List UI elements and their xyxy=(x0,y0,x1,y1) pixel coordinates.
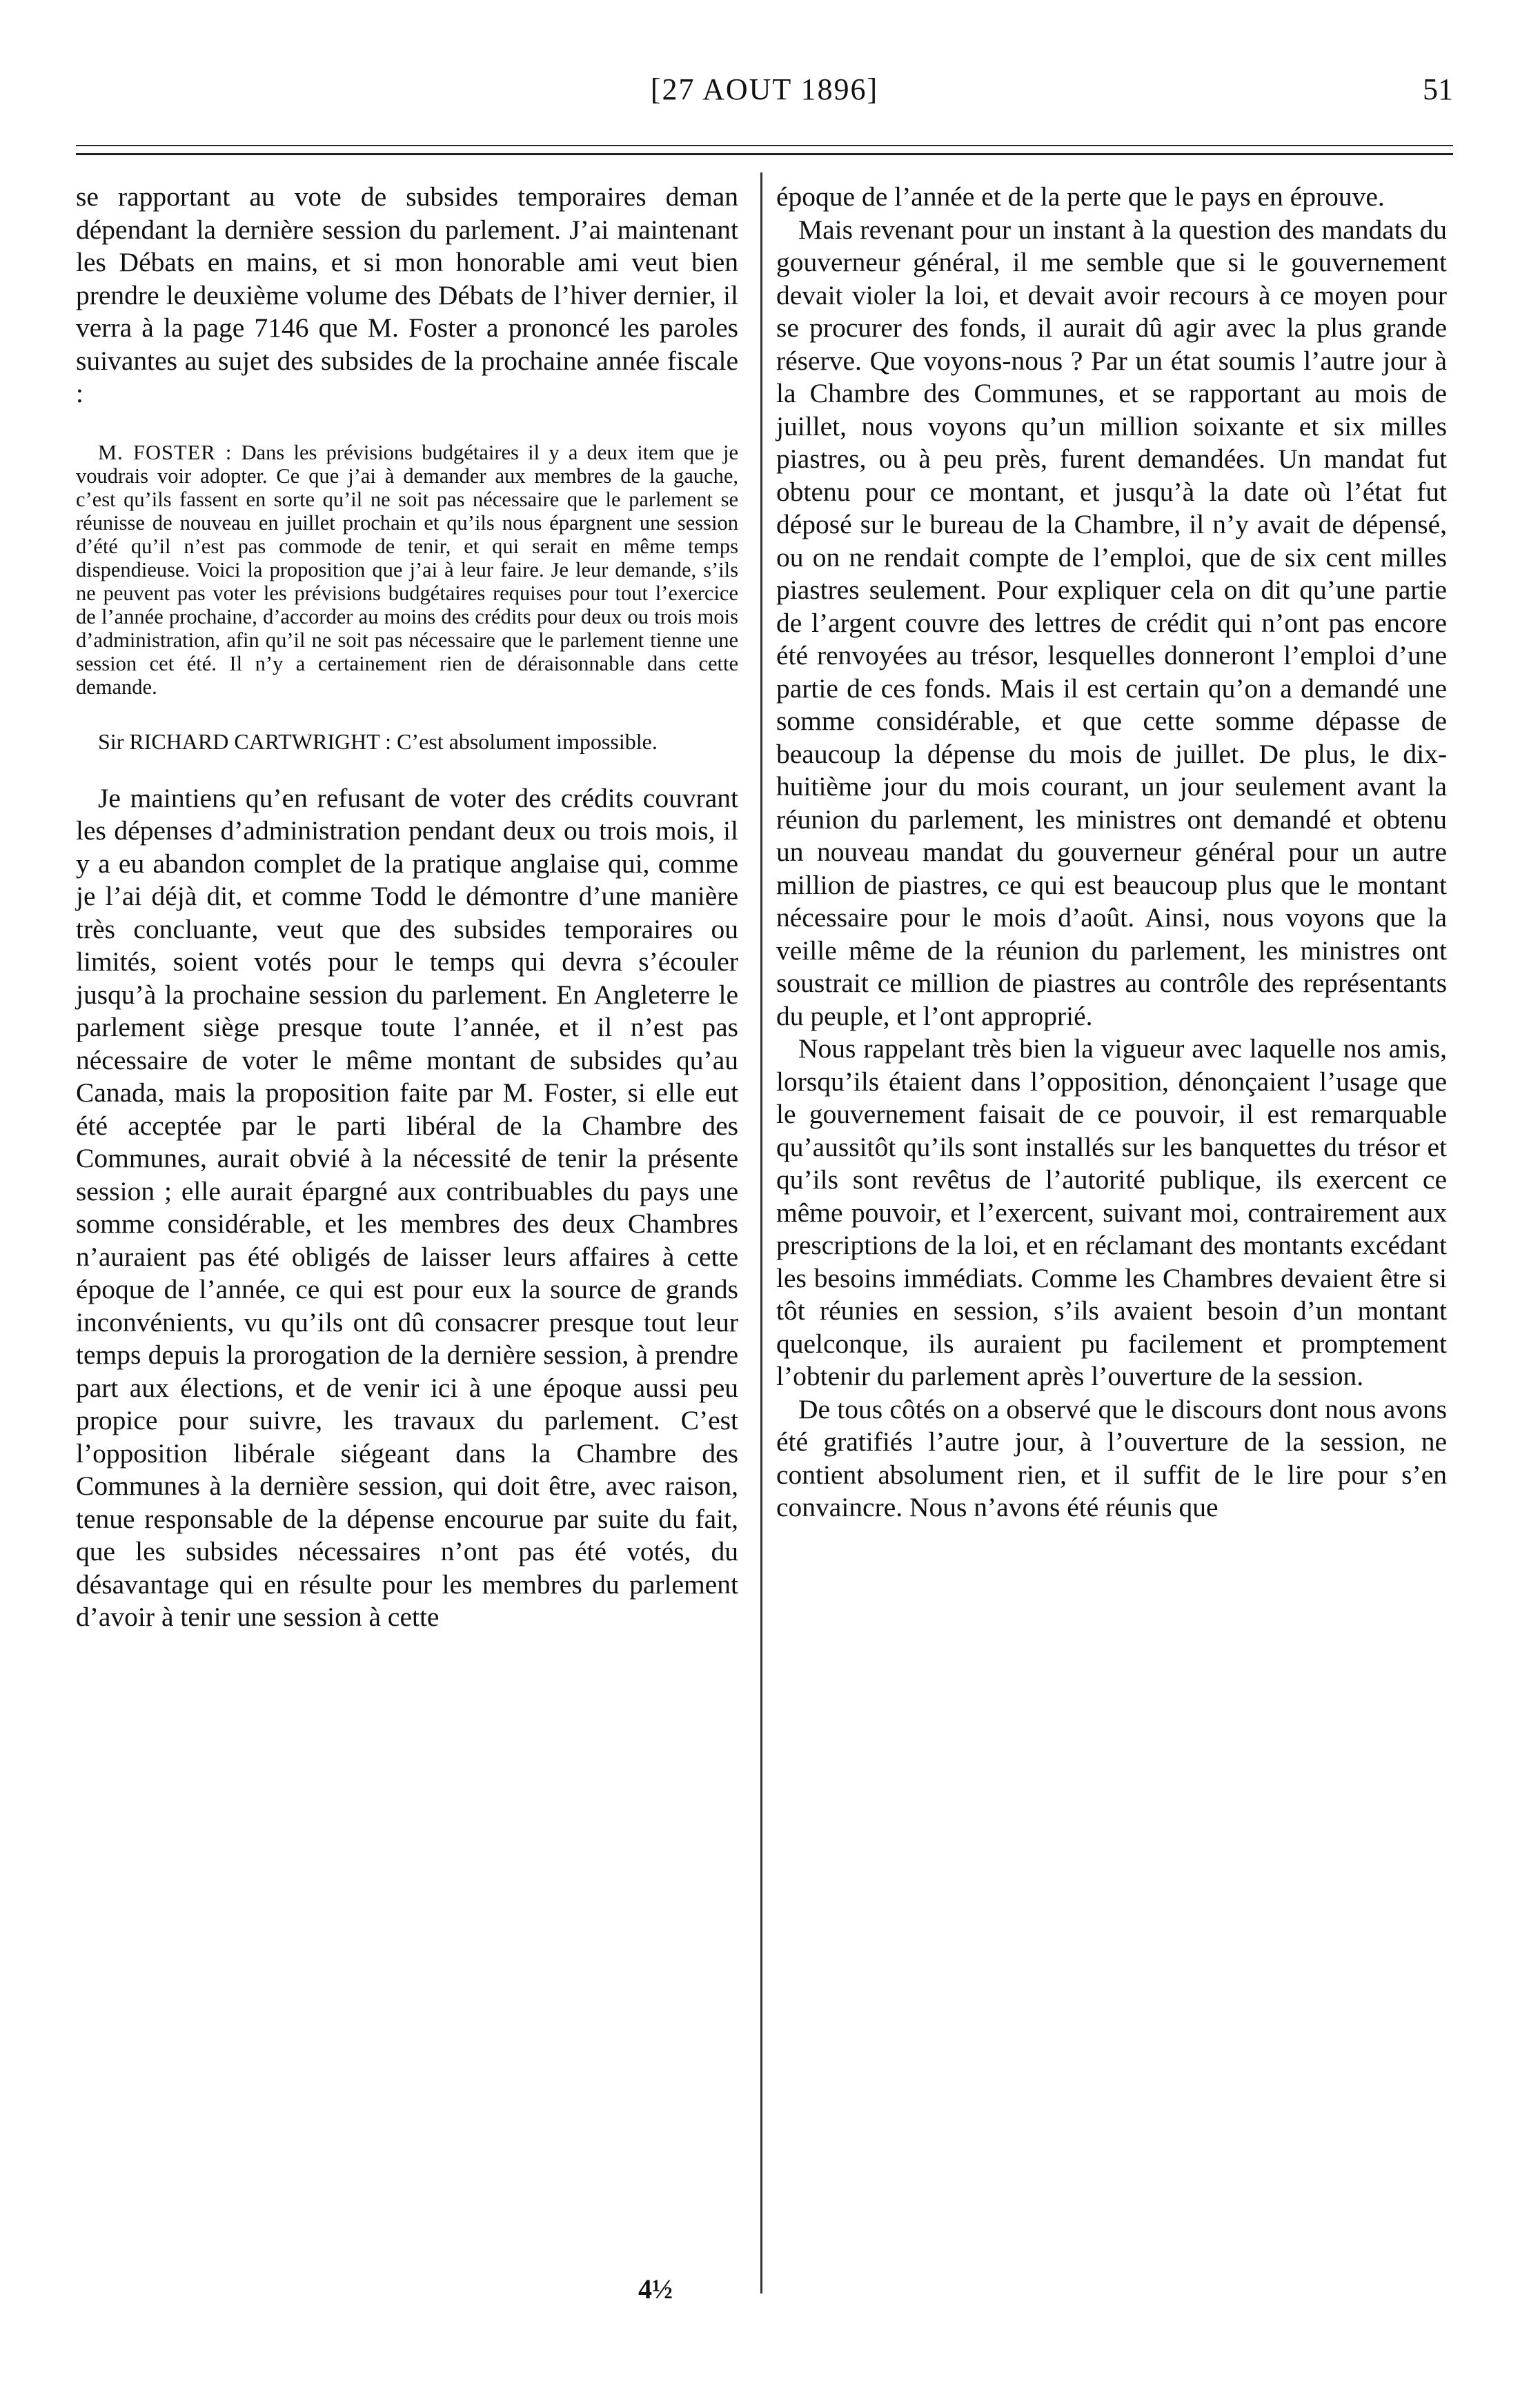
quote-text: Dans les prévisions budgétaires il y a deux item que je voudrais voir adopter. Ce que j’ai à demander aux membres de la gauche, c’est qu’ils fassent en sorte qu’il ne soit pas nécessaire que le parlement se réunisse de nouveau en juillet prochain et qu’ils nous épargnent une session d’été qu’il n’est pas commode de tenir, et qui serait en même temps dispendieuse. Voici la proposition que j’ai à leur faire. Je leur demande, s’ils ne peuvent pas voter les prévisions budgétaires requises pour tout l’exercice de l’année prochaine, d’accorder au moins des crédits pour deux ou trois mois d’administration, afin qu’il ne soit pas nécessaire que le parlement tienne une session cet été. Il n’y a certainement rien de déraisonnable dans cette demande. xyxy=(76,440,739,699)
quote-speaker: M. FOSTER : xyxy=(98,440,233,464)
sir-text: C’est absolument impossible. xyxy=(397,728,658,754)
header-rule-thick xyxy=(76,153,1453,155)
left-paragraph-1: se rapportant au vote de subsides temporaires deman dépendant la dernière session du parlement. J’ai maintenant les Débats en mains, et si mon honorable ami veut bien prendre le deuxième volume des Débats de l’hiver dernier, il verra à la page 7146 que M. Foster a prononcé les paroles suivantes au sujet des subsides de la prochaine année fiscale : xyxy=(76,181,738,408)
page-header xyxy=(76,66,1453,115)
right-paragraph-3: Nous rappelant très bien la vigueur avec laquelle nos amis, lorsqu’ils étaient dans l’opposition, dénonçaient l’usage que le gouvernement faisait de ce pouvoir, il est remarquable qu’aussitôt qu’ils sont installés sur les banquettes du trésor et qu’ils sont revêtus de l’autorité publique, ils exercent ce même pouvoir, et l’exercent, suivant moi, contrairement aux prescriptions de la loi, et en réclamant des montants excédant les besoins immédiats. Comme les Chambres devaient être si tôt réunies en session, s’ils avaient besoin d’un montant quelconque, ils auraient pu facilement et promptement l’obtenir du parlement après l’ouverture de la session. xyxy=(776,1033,1447,1391)
foster-quote xyxy=(76,441,738,699)
right-paragraph-2: Mais revenant pour un instant à la question des mandats du gouverneur général, il me semble que si le gouvernement devait violer la loi, et devait avoir recours à ce moyen pour se procurer des fonds, il aurait dû agir avec la plus grande réserve. Que voyons-nous ? Par un état soumis l’autre jour à la Chambre des Communes, et se rapportant au mois de juillet, nous voyons qu’un million soixante et six milles piastres, ou à peu près, furent demandées. Un mandat fut obtenu pour ce montant, et jusqu’à la date où l’état fut déposé sur le bureau de la Chambre, il n’y avait de dépensé, ou on ne rendait compte de l’emploi, que de six cent milles piastres seulement. Pour expliquer cela on dit qu’une partie de l’argent couvre des lettres de crédit qui n’ont pas encore été renvoyées au trésor, lesquelles donneront l’emploi d’une partie de ces fonds. Mais il est certain qu’on a demandé une somme considérable, et que cette somme dépasse de beaucoup la dépense du mois de juillet. De plus, le dix-huitième jour du mois courant, un jour seulement avant la réunion du parlement, les ministres ont demandé et obtenu un nouveau mandat du gouverneur général pour un autre million de piastres, ce qui est beaucoup plus que le montant nécessaire pour le mois d’août. Ainsi, nous voyons que la veille même de la réunion du parlement, les ministres ont soustrait ce million de piastres au contrôle des représentants du peuple, et l’ont approprié. xyxy=(776,214,1447,1031)
header-rule-thin xyxy=(76,145,1453,146)
header-date: [27 AOUT 1896] xyxy=(650,72,879,106)
cartwright-remark xyxy=(76,729,738,755)
page-number: 51 xyxy=(1423,72,1453,106)
sir-speaker: Sir RICHARD CARTWRIGHT : xyxy=(98,728,392,754)
left-paragraph-2: Je maintiens qu’en refusant de voter des crédits couvrant les dépenses d’administration pendant deux ou trois mois, il y a eu abandon complet de la pratique anglaise qui, comme je l’ai déjà dit, et comme Todd le démontre d’une manière très concluante, veut que des subsides temporaires ou limités, soient votés pour le temps qui devra s’écouler jusqu’à la prochaine session du parlement. En Angleterre le parlement siège presque toute l’année, et il n’est pas nécessaire de voter le même montant de subsides qu’au Canada, mais la proposition faite par M. Foster, si elle eut été acceptée par le parti libéral de la Chambre des Communes, aurait obvié à la nécessité de tenir la présente session ; elle aurait épargné aux contribuables du pays une somme considérable, et les membres des deux Chambres n’auraient pas été obligés de laisser leurs affaires à cette époque de l’année, ce qui est pour eux la source de grands inconvénients, vu qu’ils ont dû consacrer presque tout leur temps depuis la prorogation de la dernière session, à prendre part aux élections, et de venir ici à une époque aussi peu propice pour suivre, les travaux du parlement. C’est l’opposition libérale siégeant dans la Chambre des Communes à la dernière session, qui doit être, avec raison, tenue responsable de la dépense encourue par suite du fait, que les subsides nécessaires n’ont pas été votés, du désavantage qui en résulte pour les membres du parlement d’avoir à tenir une session à cette xyxy=(76,782,738,1632)
right-column xyxy=(776,181,1447,1524)
left-column xyxy=(76,181,738,1634)
right-paragraph-4: De tous côtés on a observé que le discours dont nous avons été gratifiés l’autre jour, à l’ouverture de la session, ne contient absolument rien, et il suffit de le lire pour s’en convaincre. Nous n’avons été réunis que xyxy=(776,1393,1447,1522)
column-divider xyxy=(760,172,762,2293)
signature-mark: 4½ xyxy=(638,2273,673,2305)
right-paragraph-1: époque de l’année et de la perte que le pays en éprouve. xyxy=(776,181,1385,212)
